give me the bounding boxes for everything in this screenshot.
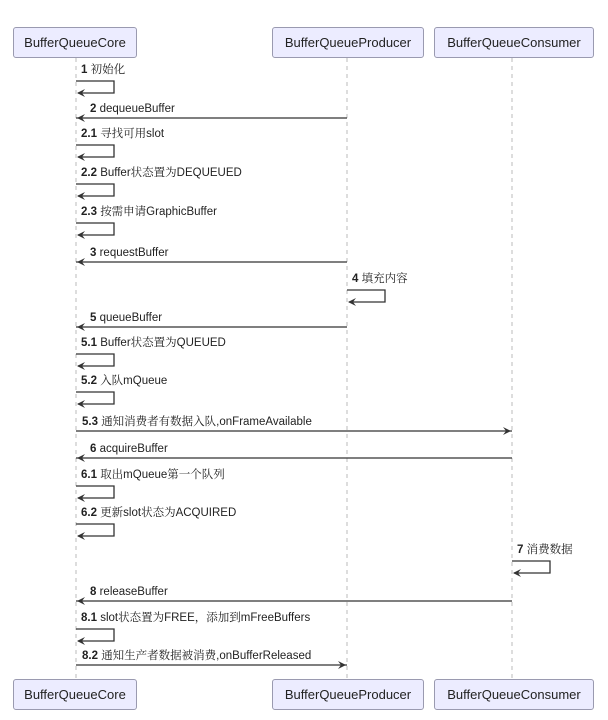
participant-top-producer: BufferQueueProducer <box>272 27 424 58</box>
participant-bottom-consumer: BufferQueueConsumer <box>434 679 594 710</box>
message-label: 6.2 更新slot状态为ACQUIRED <box>81 507 237 519</box>
message-label: 2.2 Buffer状态置为DEQUEUED <box>81 167 242 179</box>
message-label: 6.1 取出mQueue第一个队列 <box>81 469 225 481</box>
participant-bottom-producer: BufferQueueProducer <box>272 679 424 710</box>
message-label: 5.1 Buffer状态置为QUEUED <box>81 337 226 349</box>
message-label: 5 queueBuffer <box>90 312 163 324</box>
participant-bottom-core: BufferQueueCore <box>13 679 137 710</box>
message-label: 1 初始化 <box>81 64 126 76</box>
message-label: 5.3 通知消费者有数据入队,onFrameAvailable <box>82 416 312 428</box>
message-label: 6 acquireBuffer <box>90 443 168 455</box>
message-label: 3 requestBuffer <box>90 247 169 259</box>
message-label: 2.3 按需申请GraphicBuffer <box>81 206 217 218</box>
participant-top-consumer: BufferQueueConsumer <box>434 27 594 58</box>
message-label: 8 releaseBuffer <box>90 586 168 598</box>
message-label: 5.2 入队mQueue <box>81 375 168 387</box>
message-label: 4 填充内容 <box>352 273 408 285</box>
message-label: 2.1 寻找可用slot <box>81 128 165 140</box>
participant-top-core: BufferQueueCore <box>13 27 137 58</box>
message-label: 8.2 通知生产者数据被消费,onBufferReleased <box>82 650 312 662</box>
message-label: 7 消费数据 <box>517 544 573 556</box>
message-label: 2 dequeueBuffer <box>90 103 175 115</box>
message-label: 8.1 slot状态置为FREE，添加到mFreeBuffers <box>81 612 311 624</box>
